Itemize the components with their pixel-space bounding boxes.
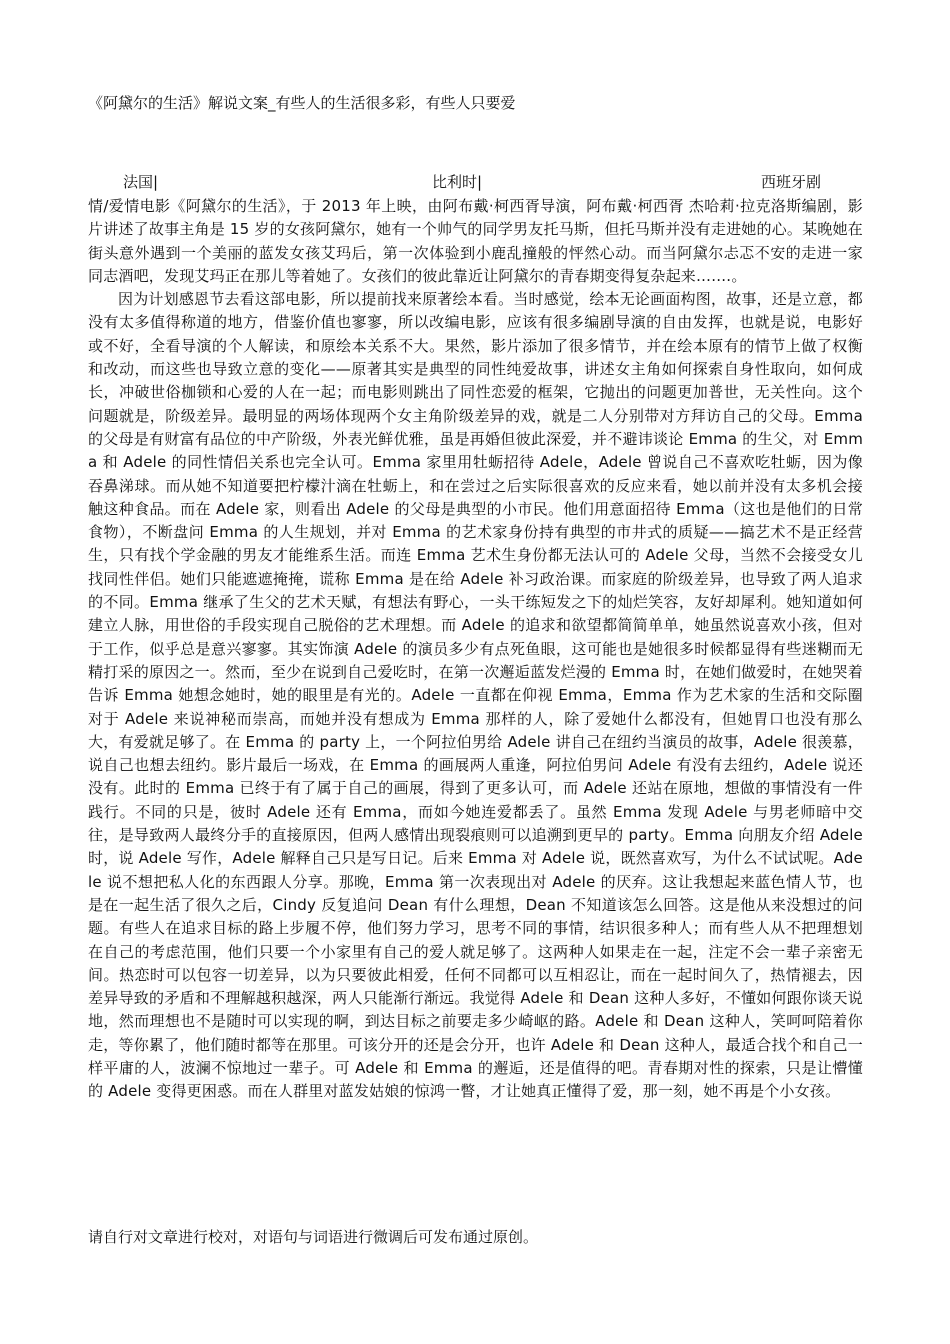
paragraph-review: 因为计划感恩节去看这部电影，所以提前找来原著绘本看。当时感觉，绘本无论画面构图，故事，还是立意，都没有太多值得称道的地方，借鉴价值也寥寥，所以改编电影，应该有很多编剧导演的自由发挥，也就是说，电影好或不好，全看导演的个人解读，和原绘本关系不大。果然，影片添加了很多情节，并在绘本原有的情节上做了权衡和改动，而这些也导致立意的变化——原著其实是典型的同性纯爱故事，讲述女主角如何探索自身性取向，如何成长，冲破世俗枷锁和心爱的人在一起；而电影则跳出了同性恋爱的框架，它抛出的问题更加普世，无关性向。这个问题就是，阶级差异。最明显的两场体现两个女主角阶级差异的戏，就是二人分别带对方拜访自己的父母。Emma 的父母是有财富有品位的中产阶级，外表光鲜优雅，虽是再婚但彼此深爱，并不避讳谈论 Emma 的生父，对 Emma 和 Adele 的同性情侣关系也完全认可。Emma 家里用牡蛎招待 Adele，Adele 曾说自己不喜欢吃牡蛎，因为像吞鼻涕球。而从她不知道要把柠檬汁滴在牡蛎上，和在尝过之后实际很喜欢的反应来看，她以前并没有太多机会接触这种食品。而在 Adele 家，则看出 Adele 的父母是典型的小市民。他们用意面招待 Emma（这也是他们的日常食物），不断盘问 Emma 的人生规划，并对 Emma 的艺术家身份持有典型的市井式的质疑——搞艺术不是正经营生，只有找个学金融的男友才能维系生活。而连 Emma 艺术生身份都无法认可的 Adele 父母，当然不会接受女儿找同性伴侣。她们只能遮遮掩掩，谎称 Emma 是在给 Adele 补习政治课。而家庭的阶级差异，也导致了两人追求的不同。Emma 继承了生父的艺术天赋，有想法有野心，一头干练短发之下的灿烂笑容，友好却犀利。她知道如何建立人脉，用世俗的手段实现自己脱俗的艺术理想。而 Adele 的追求和欲望都简简单单，她虽然说喜欢小孩，但对于工作，似乎总是意兴寥寥。其实饰演 Adele 的演员多少有点死鱼眼，这可能也是她很多时候都显得有些迷糊而无精打采的原因之一。然而，至少在说到自己爱吃时，在第一次邂逅蓝发烂漫的 Emma 时，在她们做爱时，在她哭着告诉 Emma 她想念她时，她的眼里是有光的。Adele 一直都在仰视 Emma，Emma 作为艺术家的生活和交际圈对于 Adele 来说神秘而崇高，而她并没有想成为 Emma 那样的人，除了爱她什么都没有，但她胃口也没有那么大，有爱就足够了。在 Emma 的 party 上，一个阿拉伯男给 Adele 讲自己在纽约当演员的故事，Adele 很羡慕，说自己也想去纽约。影片最后一场戏，在 Emma 的画展两人重逢，阿拉伯男问 Adele 有没有去纽约，Adele 说还没有。此时的 Emma 已终于有了属于自己的画展，得到了更多认可，而 Adele 还站在原地，想做的事情没有一件践行。不同的只是，彼时 Adele 还有 Emma，而如今她连爱都丢了。虽然 Emma 发现 Adele 与男老师暗中交往，是导致两人最终分手的直接原因，但两人感情出现裂痕则可以追溯到更早的 party。Emma 向朋友介绍 Adele 时，说 Adele 写作，Adele 解释自己只是写日记。后来 Emma 对 Adele 说，既然喜欢写，为什么不试试呢。Adele 说不想把私人化的东西跟人分享。那晚，Emma 第一次表现出对 Adele 的厌弃。这让我想起来蓝色情人节，也是在一起生活了很久之后，Cindy 反复追问 Dean 有什么理想，Dean 不知道该怎么回答。这是他从来没想过的问题。有些人在追求目标的路上步履不停，他们努力学习，思考不同的事情，结识很多种人；而有些人从不把理想划在自己的考虑范围，他们只要一个小家里有自己的爱人就足够了。这两种人如果走在一起，注定不会一辈子亲密无间。热恋时可以包容一切差异，以为只要彼此相爱，任何不同都可以互相忍让，而在一起时间久了，热情褪去，因差异导致的矛盾和不理解越积越深，两人只能渐行渐远。我觉得 Adele 和 Dean 这种人多好，不懂如何跟你谈天说地，然而理想也不是随时可以实现的啊，到达目标之前要走多少崎岖的路。Adele 和 Dean 这种人，笑呵呵陪着你走，等你累了，他们随时都等在那里。可该分开的还是会分开，也许 Adele 和 Dean 这种人，最适合找个和自己一样平庸的人，波澜不惊地过一辈子。可 Adele 和 Emma 的邂逅，还是值得的吧。青春期对性的探索，只是让懵懂的 Adele 变得更困惑。而在人群里对蓝发姑娘的惊鸿一瞥，才让她真正懂得了爱，那一刻，她不再是个小女孩。 (88, 290, 863, 1101)
document-title: 《阿黛尔的生活》解说文案_有些人的生活很多彩，有些人只要爱 (88, 94, 516, 112)
country-france: 法国| (123, 173, 159, 191)
production-countries (88, 171, 863, 193)
footer-note: 请自行对文章进行校对，对语句与词语进行微调后可发布通过原创。 (88, 1228, 539, 1246)
country-belgium: 比利时| (432, 173, 483, 191)
paragraph-synopsis: 情/爱情电影《阿黛尔的生活》，于 2013 年上映，由阿布戴·柯西胥导演，阿布戴·柯西胥 杰哈莉·拉克洛斯编剧，影片讲述了故事主角是 15 岁的女孩阿黛尔，她有一个帅气的同学男友托马斯，但托马斯并没有走进她的心。某晚她在街头意外遇到一个美丽的蓝发女孩艾玛后，第一次体验到小鹿乱撞般的怦然心动。而当阿黛尔忐忑不安的走进一家同志酒吧，发现艾玛正在那儿等着她了。女孩们的彼此靠近让阿黛尔的青春期变得复杂起来….…。 (88, 197, 863, 285)
article-body (88, 195, 863, 1104)
country-spain: 西班牙剧 (760, 173, 821, 191)
